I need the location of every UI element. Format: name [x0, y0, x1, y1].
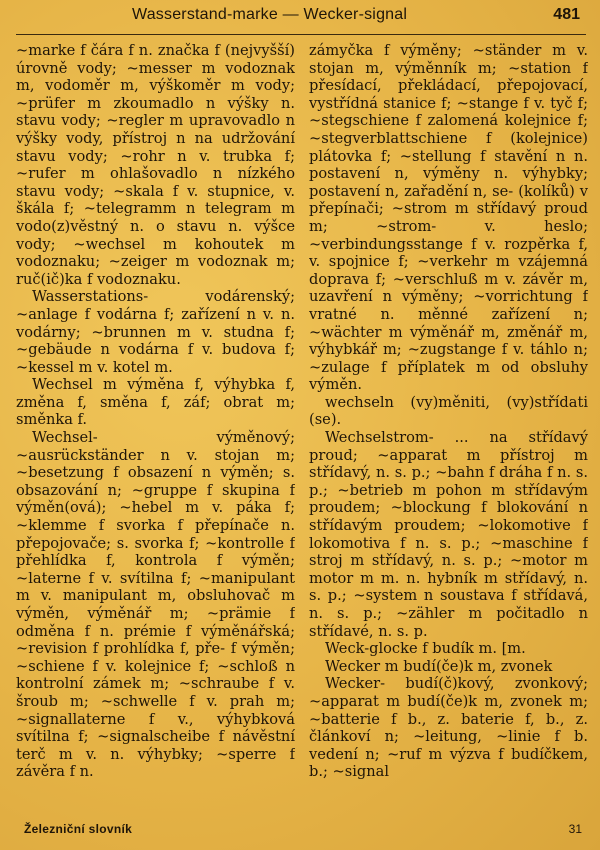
page-number: 481: [553, 6, 580, 23]
header-title: Wasserstand-marke — Wecker-signal: [132, 6, 408, 23]
entry-wasserstations: Wasserstations- vodárenský; ~anlage f vodárna f; zařízení n v. n. vodárny; ~brunnen m v. studna f; ~gebäude n vodárna f v. budova f; ~kessel m v. kotel m.: [16, 288, 295, 376]
entry-weck-glocke: Weck-glocke f budík m. [m.: [325, 640, 526, 658]
entry-wasserstand-marke: ~marke f čára f n. značka f (nejvyšší) úrovně vody; ~messer m vodoznak m, vodoměr m, výškoměr m vody; ~prüfer m zkoumadlo n výšky n. stavu vody; ~regler m upravovadlo n výšky vody, přístroj n na udržování stavu vody; ~rohr n v. trubka f; ~rufer m ohlašovadlo n nízkého stavu vody; ~skala f v. stupnice, v. škála f; ~telegramm n telegram m vodo(z)věstný n. o stavu n. výšce vody; ~wechsel m kohoutek m vodoznaku; ~zeiger m vodoznak m; ruč(ič)ka f vodoznaku.: [16, 42, 295, 288]
entry-wechsel-continued: zámyčka f výměny; ~ständer m v. stojan m, výměnník m; ~station f přesídací, překládací, přepojovací, vystřídná stanice f; ~stange f v. tyč f; ~stegschiene f zalomená kolejnice f; ~stegverblattschiene f (kolejnice) plátovka f; ~stellung f stavění n n. postavení n, výměny n. výhybky; postavení n, zařadění n, se- (kolíků) v přepínači; ~strom m střídavý proud m; ~strom- v. heslo; ~verbindungsstange f v. rozpěrka f, v. spojnice f; ~verkehr m vzájemná doprava f; ~verschluß m v. závěr m, uzavření n výměny; ~vorrichtung f vratné n. měnné zařízení n; ~wächter m výměnář m, změnář m, výhybkář m; ~zugstange f v. táhlo n; ~zulage f příplatek m od obsluhy výměn.: [309, 42, 588, 394]
entry-wecker-compounds: Wecker- budí(č)kový, zvonkový; ~apparat m budí(če)k m, zvonek m; ~batterie f b., z. baterie f, b., z. článkoví n; ~leitung, ~linie f b. vedení n; ~ruf m výzva f budíčkem, b.; ~signal: [309, 675, 588, 781]
entry-wechselstrom: Wechselstrom- ... na střídavý proud; ~apparat m přístroj m střídavý, n. s. p.; ~bahn f dráha f n. s. p.; ~betrieb m pohon m střídavým proudem; ~blockung f blokování n střídavým proudem; ~lokomotive f lokomotiva f n. s. p.; ~maschine f stroj m střídavý, n. s. p.; ~motor m motor m m. n. hybník m střídavý, n. s. p.; ~system n soustava f střídavá, n. s. p.; ~zähler m počitadlo n střídavé, n. s. p.: [309, 429, 588, 640]
page-footer: [24, 822, 582, 840]
entry-wechsel: Wechsel m výměna f, výhybka f, změna f, směna f, záf; obrat m; směnka f.: [16, 376, 295, 429]
text-columns: [16, 42, 588, 814]
signature-mark: 31: [568, 822, 582, 836]
right-column: [309, 42, 588, 814]
book-title: Železniční slovník: [24, 822, 133, 836]
entry-wechsel-compounds: Wechsel- výměnový; ~ausrückständer n v. stojan m; ~besetzung f obsazení n výměn; s. obsazování n; ~gruppe f skupina f výměn(ová); ~hebel m v. páka f; ~klemme f svorka f přepínače n. přepojovače; s. svorka f; ~kontrolle f přehlídka f, kontrola f výměn; ~laterne f v. svítilna f; ~manipulant m v. manipulant m, obsluhovač m výměn, výměnář m; ~prämie f odměna f n. prémie f výměnářská; ~revision f prohlídka f, pře- f výměn; ~schiene f v. kolejnice f; ~schloß n kontrolní zámek m; ~schraube f v. šroub m; ~schwelle f v. prah m; ~signallaterne f v., výhybková svítilna f; ~signalscheibe f návěstní terč m v. n. výhybky; ~sperre f závěra f n.: [16, 429, 295, 781]
running-header: [16, 0, 586, 35]
entry-wecker: Wecker m budí(če)k m, zvonek: [325, 657, 553, 675]
left-column: [16, 42, 295, 814]
entry-wechseln: wechseln (vy)měniti, (vy)střídati (se).: [309, 393, 588, 429]
